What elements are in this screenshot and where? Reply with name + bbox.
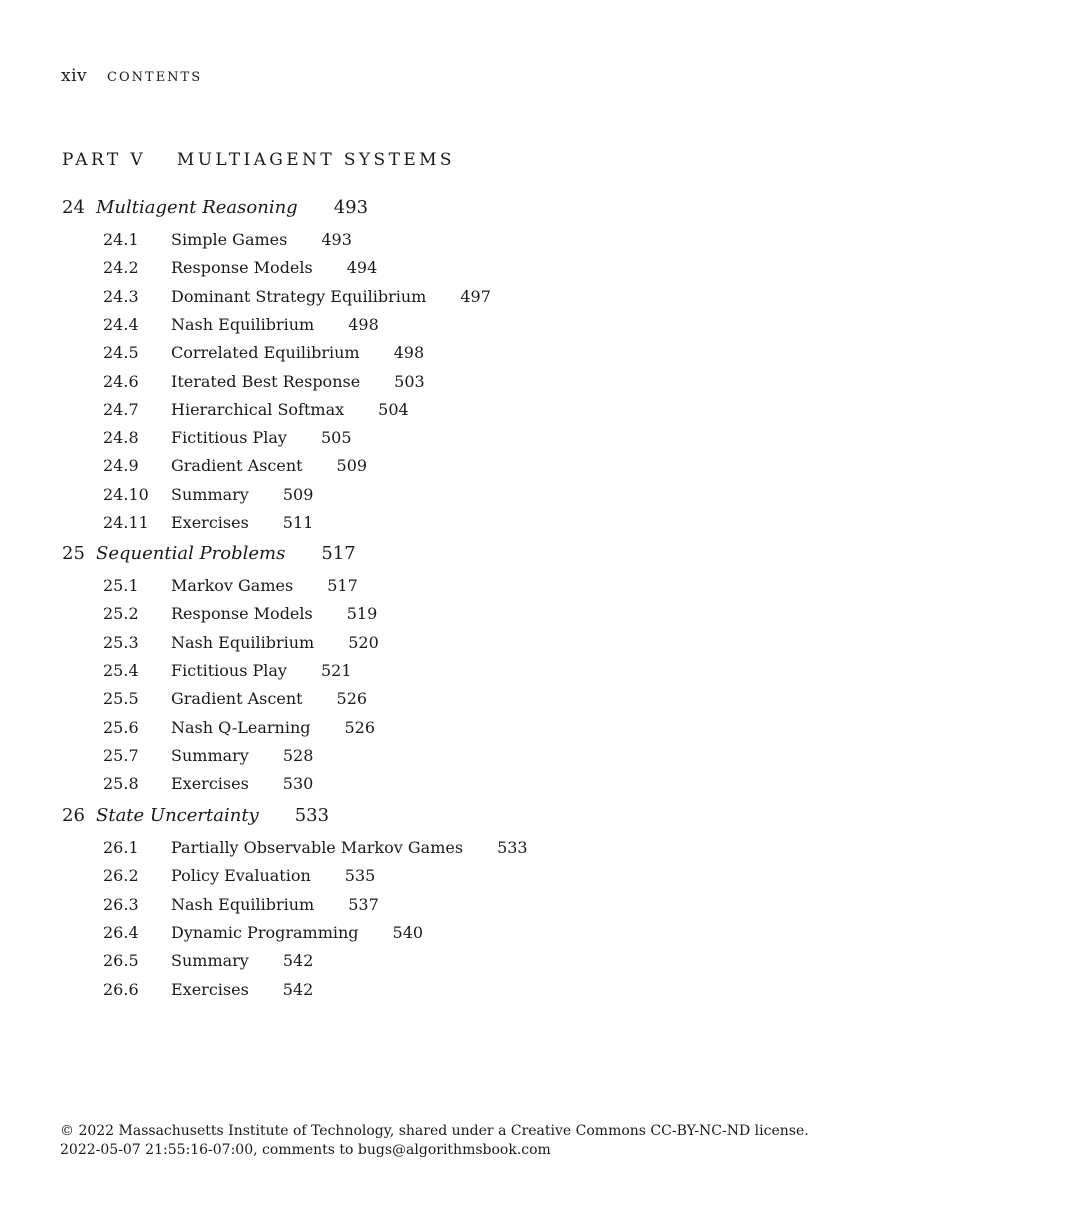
section-number: 26.6 — [103, 979, 139, 999]
section-page-number: 533 — [497, 838, 528, 857]
section-title: Gradient Ascent — [171, 689, 303, 709]
section-title: Iterated Best Response — [171, 371, 361, 391]
footer — [60, 1122, 809, 1160]
section-title: Dominant Strategy Equilibrium — [171, 286, 427, 306]
section-title: Nash Equilibrium — [171, 314, 315, 334]
section-page-number: 521 — [320, 660, 352, 680]
section-number: 24.5 — [103, 343, 139, 363]
section-entry[interactable] — [103, 838, 528, 857]
section-number: 25.6 — [103, 717, 139, 737]
section-entry[interactable] — [103, 315, 379, 334]
section-page-number: 526 — [336, 689, 368, 709]
section-page-number: 498 — [348, 314, 379, 334]
section-entry[interactable] — [103, 372, 425, 391]
section-number: 24.1 — [103, 230, 139, 249]
section-title: Exercises — [171, 979, 249, 999]
section-title: Nash Equilibrium — [171, 894, 315, 914]
section-page-number: 542 — [282, 979, 314, 999]
chapter-entry[interactable] — [62, 197, 368, 218]
section-title: Simple Games — [171, 230, 288, 249]
section-page-number: 526 — [344, 717, 376, 737]
section-number: 24.4 — [103, 314, 139, 334]
section-number: 24.7 — [103, 399, 139, 419]
chapter-title: Multiagent Reasoning — [96, 197, 298, 218]
section-title: Fictitious Play — [171, 428, 287, 448]
section-page-number: 540 — [392, 922, 424, 942]
section-number: 24.10 — [103, 484, 149, 504]
section-page-number: 517 — [327, 576, 358, 595]
section-title: Response Models — [171, 604, 313, 624]
build-info-line: 2022-05-07 21:55:16-07:00, comments to bugs@algorithmsbook.com — [60, 1142, 551, 1158]
section-entry[interactable] — [103, 258, 377, 277]
section-page-number: 498 — [393, 343, 425, 363]
section-entry[interactable] — [103, 604, 377, 623]
section-number: 25.1 — [103, 576, 139, 595]
section-title: Exercises — [171, 513, 249, 532]
section-title: Summary — [171, 484, 249, 504]
section-title: Exercises — [171, 774, 249, 794]
chapter-number: 25 — [62, 543, 85, 564]
section-number: 26.1 — [103, 838, 139, 857]
section-entry[interactable] — [103, 774, 313, 793]
section-entry[interactable] — [103, 287, 491, 306]
section-title: Dynamic Programming — [171, 922, 359, 942]
section-entry[interactable] — [103, 718, 375, 737]
section-page-number: 509 — [336, 456, 368, 476]
chapter-title: Sequential Problems — [96, 543, 286, 564]
chapter-entry[interactable] — [62, 543, 356, 564]
page-number: xiv — [61, 66, 88, 86]
section-page-number: 537 — [348, 894, 379, 914]
copyright-line: © 2022 Massachusetts Institute of Technology, shared under a Creative Commons CC-BY-NC-ND license. — [60, 1123, 809, 1139]
section-entry[interactable] — [103, 661, 352, 680]
chapter-page-number: 533 — [294, 805, 330, 826]
section-title: Hierarchical Softmax — [171, 399, 345, 419]
section-entry[interactable] — [103, 485, 313, 504]
section-number: 26.2 — [103, 866, 139, 886]
section-entry[interactable] — [103, 456, 367, 475]
section-page-number: 519 — [346, 604, 378, 624]
part-title: MULTIAGENT SYSTEMS — [176, 150, 455, 170]
section-number: 24.8 — [103, 428, 139, 448]
chapter-page-number: 517 — [321, 543, 356, 564]
running-head-title: CONTENTS — [107, 70, 203, 85]
section-number: 24.3 — [103, 286, 139, 306]
chapter-number: 26 — [62, 805, 85, 826]
section-number: 25.2 — [103, 604, 139, 624]
section-page-number: 494 — [346, 258, 378, 278]
section-title: Partially Observable Markov Games — [171, 838, 464, 857]
section-number: 25.7 — [103, 745, 139, 765]
chapter-number: 24 — [62, 197, 85, 218]
section-entry[interactable] — [103, 633, 379, 652]
section-entry[interactable] — [103, 951, 313, 970]
section-title: Response Models — [171, 258, 313, 278]
section-page-number: 511 — [282, 513, 314, 532]
section-number: 25.5 — [103, 689, 139, 709]
section-number: 25.8 — [103, 774, 139, 794]
section-title: Policy Evaluation — [171, 866, 311, 886]
section-entry[interactable] — [103, 895, 379, 914]
part-label: PART V — [62, 150, 147, 170]
section-page-number: 520 — [348, 632, 379, 652]
section-entry[interactable] — [103, 980, 313, 999]
section-page-number: 503 — [394, 371, 425, 391]
section-page-number: 530 — [282, 774, 314, 794]
section-page-number: 509 — [282, 484, 314, 504]
section-entry[interactable] — [103, 400, 409, 419]
section-title: Summary — [171, 745, 249, 765]
section-number: 25.3 — [103, 632, 139, 652]
section-entry[interactable] — [103, 343, 424, 362]
section-entry[interactable] — [103, 923, 423, 942]
section-number: 24.6 — [103, 371, 139, 391]
section-entry[interactable] — [103, 746, 313, 765]
section-entry[interactable] — [103, 428, 352, 447]
section-page-number: 504 — [378, 399, 409, 419]
section-title: Summary — [171, 951, 249, 971]
section-entry[interactable] — [103, 576, 358, 595]
section-number: 25.4 — [103, 660, 139, 680]
running-head — [61, 66, 202, 86]
section-page-number: 493 — [321, 230, 352, 249]
section-entry[interactable] — [103, 866, 375, 885]
section-entry[interactable] — [103, 689, 367, 708]
section-number: 24.2 — [103, 258, 139, 278]
section-number: 26.4 — [103, 922, 139, 942]
section-title: Nash Equilibrium — [171, 632, 315, 652]
section-title: Correlated Equilibrium — [171, 343, 360, 363]
section-number: 26.3 — [103, 894, 139, 914]
section-title: Nash Q-Learning — [171, 717, 311, 737]
section-entry[interactable] — [103, 230, 352, 249]
section-page-number: 505 — [320, 428, 352, 448]
section-entry[interactable] — [103, 513, 313, 532]
chapter-entry[interactable] — [62, 805, 329, 826]
chapter-page-number: 493 — [333, 197, 369, 218]
section-number: 24.11 — [103, 513, 149, 532]
section-page-number: 528 — [282, 745, 314, 765]
section-page-number: 535 — [344, 866, 376, 886]
section-title: Markov Games — [171, 576, 294, 595]
section-title: Fictitious Play — [171, 660, 287, 680]
section-number: 24.9 — [103, 456, 139, 476]
section-page-number: 542 — [282, 951, 314, 971]
section-page-number: 497 — [460, 286, 491, 306]
section-number: 26.5 — [103, 951, 139, 971]
part-heading — [62, 150, 455, 170]
section-title: Gradient Ascent — [171, 456, 303, 476]
chapter-title: State Uncertainty — [96, 805, 259, 826]
